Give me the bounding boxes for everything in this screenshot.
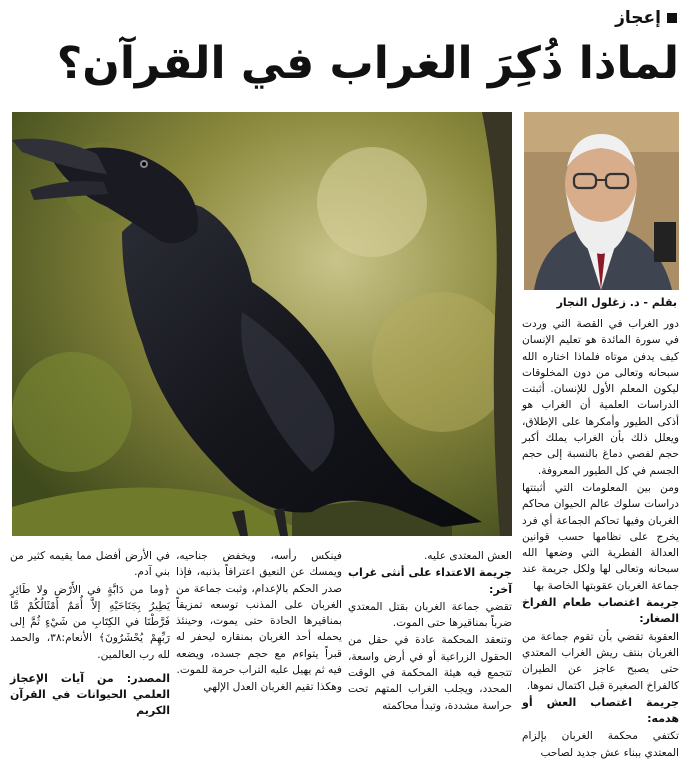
headline: لماذا ذُكِرَ الغراب في القرآن؟ xyxy=(56,38,679,89)
article-column-2 xyxy=(348,548,512,720)
col1-paragraph: العقوبة تقضي بأن تقوم جماعة من الغربان بنتف ريش الغراب المعتدي حتى يصبح عاجز عن الطيران كالفراخ الصغيرة قبل اكتمال نموها. xyxy=(522,630,679,692)
col1-paragraph: تكتفي محكمة الغربان بإلزام المعتدي ببناء عش جديد لصاحب xyxy=(522,730,679,759)
author-byline: بقلم - د. زغلول النجار xyxy=(556,296,677,309)
col1-paragraph: ومن بين المعلومات التي أثبتتها دراسات سلوك عالم الحيوان محاكم الغربان وفيها تحاكم الجماعة أي فرد يخرج على نظامها حسب قوانين العدالة الفطرية التي وضعها الله سبحانه وتعالى لها ولكل جريمة عند جماعة الغربان عقوبتها الخاصة بها xyxy=(522,481,679,592)
col2-subheading: جريمة الاعتداء على أنثى غراب آخر: xyxy=(348,566,512,596)
crow-photo xyxy=(12,112,512,536)
col2-paragraph: تقضي جماعة الغربان بقتل المعتدي ضرباً بمناقيرها حتى الموت. xyxy=(348,600,512,630)
source-credit: المصدر: من آيات الإعجاز العلمي الحيوانات في القرآن الكريم xyxy=(10,672,170,718)
article-column-4 xyxy=(10,548,170,720)
col1-paragraph: دور الغراب في القصة التي وردت في سورة المائدة هو تعليم الإنسان كيف يدفن موتاه فلماذا اختاره الله سبحانه وتعالى من دون المخلوقات ليكون المعلم الأول للإنسان. أثبتت الدراسات العلمية أن الغراب هو أذكى الطيور وأمكرها على الإطلاق، ويعلل ذلك بأن الغراب يملك أكبر حجم لفصي دماغ بالنسبة إلى حجم الجسم في كل الطيور المعروفة. xyxy=(522,318,679,477)
col2-paragraph: العش المعتدى عليه. xyxy=(423,550,512,562)
bullet-square-icon xyxy=(667,13,677,23)
col4-paragraph: في الأرض أفضل مما يقيمه كثير من بني آدم. xyxy=(10,550,170,579)
section-label: إعجاز xyxy=(615,8,661,28)
quran-verse: ﴿وما من دَابَّةٍ في الأَرْضِ ولا طَائِرٍ يَطِيرُ بِجَنَاحَيْهِ إلاَّ أُمَمٌ أَمْثَالُكُمْ مَّا فَرَّطْنَا في الكِتَابِ من شَيْءٍ ثُمَّ إلى رَبِّهِمْ يُحْشَرُونَ﴾ الأنعام:٣٨، والحمد لله رب العالمين. xyxy=(10,583,170,661)
col1-subheading: جريمة اغتصاب طعام الفراخ الصغار: xyxy=(522,596,679,626)
author-portrait xyxy=(524,112,679,290)
article-column-1 xyxy=(522,316,679,759)
col1-subheading: جريمة اغتصاب العش أو هدمه: xyxy=(522,695,679,726)
article-column-3 xyxy=(176,548,342,720)
col3-paragraph: وهكذا تقيم الغربان العدل الإلهي xyxy=(203,681,342,694)
col3-paragraph: فينكس رأسه، ويخفض جناحيه، ويمسك عن النعيق اعترافاً بذنبه، فإذا صدر الحكم بالإعدام، وثبت جماعة من الغربان على المذنب توسعه تمزيقاً بمناقيرها الحادة حتى يموت، وحينئذ يحمله أحد الغربان بمنقاره ليحفر له قبراً يتواءم مع حجم جسده، ويضعه فيه ثم يهيل عليه التراب حرمة للموت. xyxy=(176,550,342,677)
section-tag xyxy=(615,8,677,28)
col2-paragraph: وتنعقد المحكمة عادة في حقل من الحقول الزراعية أو في أرض واسعة، تتجمع فيه هيئة المحكمة في الوقت المحدد، ويجلب الغراب المتهم تحت حراسة مشددة، وتبدأ محاكمته xyxy=(348,634,512,712)
